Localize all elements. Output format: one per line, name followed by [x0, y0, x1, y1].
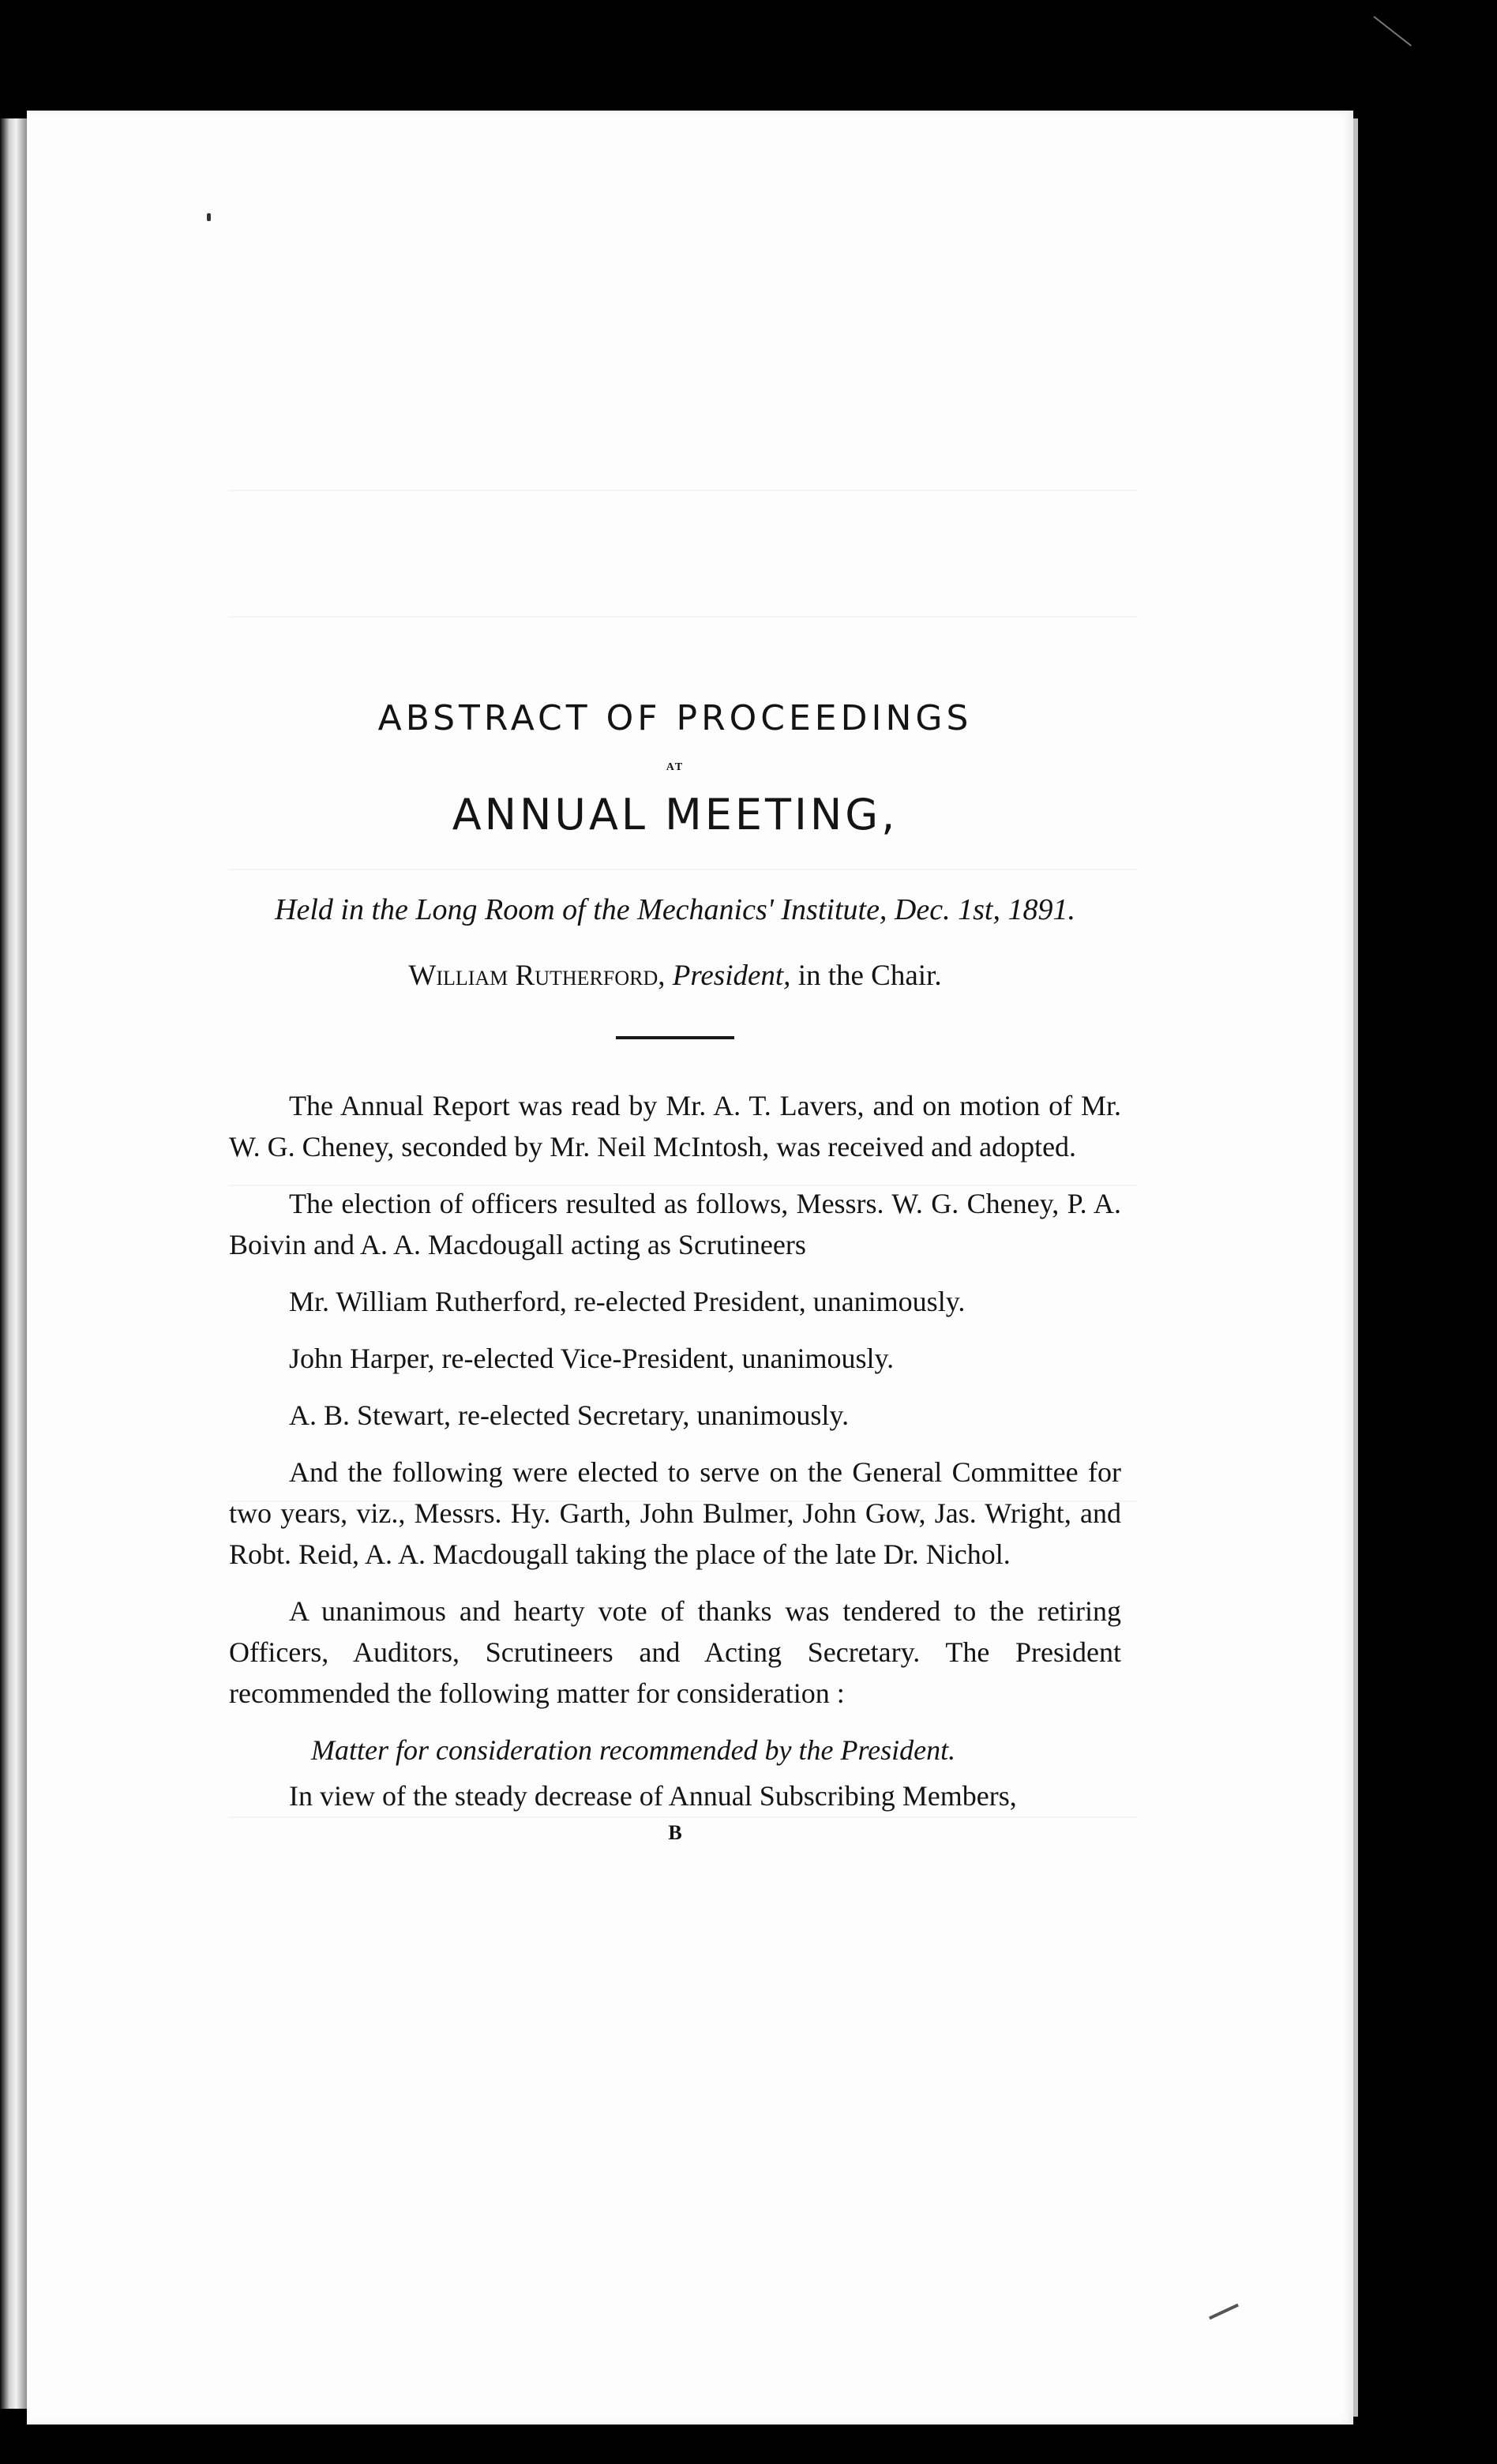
page-edge [1353, 118, 1358, 2417]
paragraph-thanks: A unanimous and hearty vote of thanks was tendered to the retiring Officers, Auditors, Scrutineers and Acting Secretary. The President recommended the following matter for consideration : [229, 1595, 1121, 1709]
chair-name: William Rutherford, [408, 960, 666, 992]
section-rule [616, 1036, 734, 1039]
scan-artifact-mark [1373, 16, 1412, 47]
paragraph-vice-president: John Harper, re-elected Vice-President, unanimously. [289, 1343, 895, 1374]
book-spine [0, 118, 27, 2409]
paragraph-committee: And the following were elected to serve on the General Committee for two years, viz., Messrs. Hy. Garth, John Bulmer, John Gow, Jas. Wright, and Robt. Reid, A. A. Macdougall taking the place of the late Dr. Nichol. [229, 1456, 1121, 1570]
paragraph-president: Mr. William Rutherford, re-elected President, unanimously. [289, 1286, 966, 1317]
chair-line [229, 957, 1121, 995]
meeting-location-line: Held in the Long Room of the Mechanics' Institute, Dec. 1st, 1891. [275, 893, 1075, 926]
matter-heading: Matter for consideration recommended by the President. [311, 1734, 956, 1766]
paragraph-final: In view of the steady decrease of Annual Subscribing Members, [289, 1780, 1017, 1812]
heading-at: AT [666, 761, 685, 773]
chair-title: President, [672, 960, 791, 992]
page-content [229, 695, 1121, 1845]
paragraph-report: The Annual Report was read by Mr. A. T. Lavers, and on motion of Mr. W. G. Cheney, seconded by Mr. Neil McIntosh, was received and adopted. [229, 1090, 1121, 1163]
ink-dot [207, 213, 211, 221]
heading-abstract: ABSTRACT OF PROCEEDINGS [377, 698, 973, 738]
show-through-line [229, 490, 1137, 491]
heading-annual-meeting: ANNUAL MEETING, [452, 790, 899, 839]
signature-mark: B [668, 1821, 682, 1844]
show-through-line [229, 616, 1137, 618]
paragraph-secretary: A. B. Stewart, re-elected Secretary, unanimously. [289, 1399, 850, 1431]
chair-rest: in the Chair. [797, 960, 942, 992]
paragraph-election: The election of officers resulted as follows, Messrs. W. G. Cheney, P. A. Boivin and A. A. Macdougall acting as Scrutineers [229, 1188, 1121, 1260]
